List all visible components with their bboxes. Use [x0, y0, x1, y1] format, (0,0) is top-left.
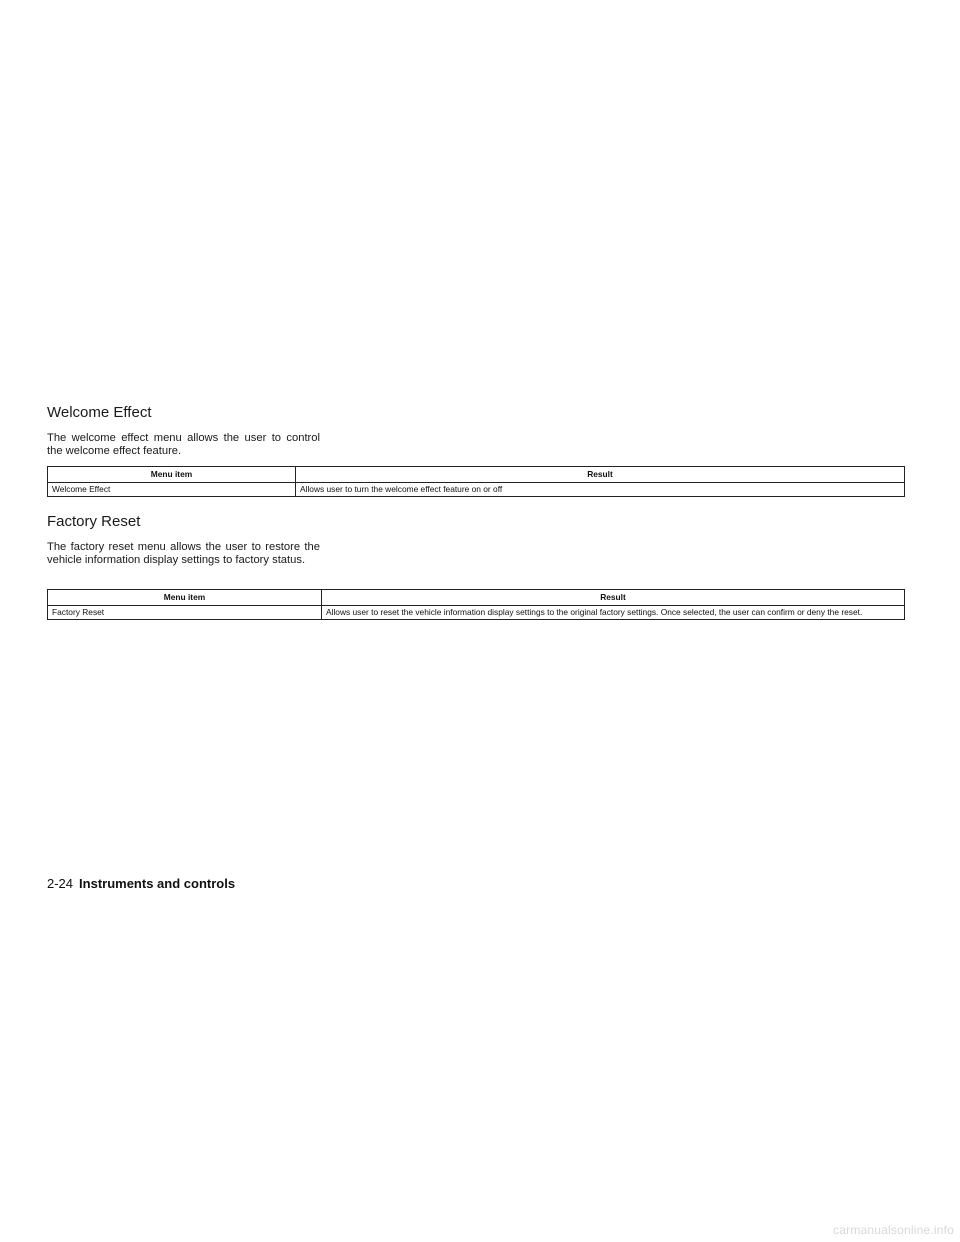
- watermark: carmanualsonline.info: [833, 1223, 954, 1237]
- section-description: The welcome effect menu allows the user to control the welcome effect feature.: [47, 432, 320, 457]
- table-row: [48, 606, 905, 620]
- table-row: [48, 483, 905, 497]
- table-header-row: [48, 590, 905, 606]
- factory-reset-table: [47, 589, 905, 620]
- cell-menu-item: Welcome Effect: [48, 483, 296, 497]
- section-description: The factory reset menu allows the user to restore the vehicle information display settings to factory status.: [47, 541, 320, 566]
- cell-menu-item: Factory Reset: [48, 606, 322, 620]
- section-title: Factory Reset: [47, 513, 141, 530]
- cell-result: Allows user to turn the welcome effect feature on or off: [296, 483, 905, 497]
- table-header-row: [48, 467, 905, 483]
- section-factory-reset: [47, 513, 320, 567]
- welcome-effect-table: [47, 466, 905, 497]
- column-header-menu-item: Menu item: [48, 467, 296, 483]
- chapter-title: Instruments and controls: [79, 876, 236, 891]
- column-header-result: Result: [322, 590, 905, 606]
- page-number: 2-24: [47, 876, 74, 891]
- column-header-result: Result: [296, 467, 905, 483]
- page-footer: [47, 876, 235, 892]
- column-header-menu-item: Menu item: [48, 590, 322, 606]
- section-welcome-effect: [47, 404, 320, 458]
- section-title: Welcome Effect: [47, 404, 152, 421]
- cell-result: Allows user to reset the vehicle information display settings to the original factory settings. Once selected, the user can confirm or deny the reset.: [322, 606, 905, 620]
